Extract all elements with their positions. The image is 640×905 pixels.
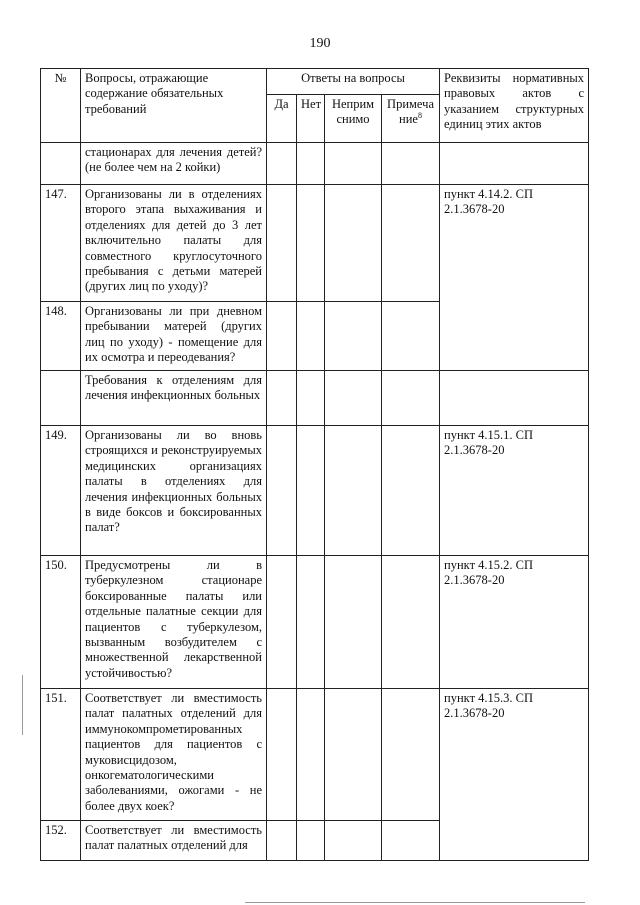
scan-edge-mark bbox=[245, 902, 585, 903]
answer-yes-cell bbox=[267, 185, 297, 302]
row-question: Организованы ли в отделениях второго этапа выхаживания и отделениях для детей до 3 лет включительно палаты для совместного круглосуточного пребывания с детьми матерей (других лиц по уходу)? bbox=[81, 185, 267, 302]
table-row bbox=[41, 426, 589, 556]
row-question: Организованы ли при дневном пребывании матерей (других лиц по уходу) - помещение для их осмотра и переодевания? bbox=[81, 302, 267, 371]
answer-note-cell bbox=[382, 143, 440, 185]
row-question: Соответствует ли вместимость палат палатных отделений для bbox=[81, 821, 267, 861]
answer-yes-cell bbox=[267, 821, 297, 861]
header-number: № bbox=[41, 69, 81, 143]
page-number: 190 bbox=[309, 36, 331, 51]
header-answers-group: Ответы на вопросы bbox=[267, 69, 440, 95]
answer-na-cell bbox=[325, 302, 382, 371]
answer-note-cell bbox=[382, 556, 440, 689]
header-note-label: Примеча ние bbox=[387, 97, 434, 127]
row-question: стационарах для лечения детей? (не более чем на 2 койки) bbox=[81, 143, 267, 185]
row-number bbox=[41, 143, 81, 185]
table-row bbox=[41, 143, 589, 185]
answer-no-cell bbox=[297, 821, 325, 861]
row-question: Организованы ли во вновь строящихся и реконструируемых медицинских организациях палаты в отделениях для лечения инфекционных больных в виде боксов и боксированных палат? bbox=[81, 426, 267, 556]
answer-yes-cell bbox=[267, 556, 297, 689]
answer-no-cell bbox=[297, 185, 325, 302]
answer-na-cell bbox=[325, 143, 382, 185]
answer-yes-cell bbox=[267, 371, 297, 426]
answer-yes-cell bbox=[267, 426, 297, 556]
header-answer-not-applicable: Неприм снимо bbox=[325, 95, 382, 143]
answer-note-cell bbox=[382, 302, 440, 371]
header-requisites: Реквизиты нормативных правовых актов с указанием структурных единиц этих актов bbox=[440, 69, 589, 143]
table-row bbox=[41, 689, 589, 821]
answer-no-cell bbox=[297, 556, 325, 689]
answer-no-cell bbox=[297, 426, 325, 556]
footnote-marker: 8 bbox=[417, 111, 422, 121]
table-row bbox=[41, 556, 589, 689]
answer-note-cell bbox=[382, 821, 440, 861]
row-number: 149. bbox=[41, 426, 81, 556]
table-section-row bbox=[41, 371, 589, 426]
section-heading: Требования к отделениям для лечения инфекционных больных bbox=[81, 371, 267, 426]
header-answer-note bbox=[382, 95, 440, 143]
answer-note-cell bbox=[382, 371, 440, 426]
header-answer-yes: Да bbox=[267, 95, 297, 143]
answer-na-cell bbox=[325, 821, 382, 861]
row-requisites bbox=[440, 143, 589, 185]
answer-na-cell bbox=[325, 556, 382, 689]
answer-note-cell bbox=[382, 185, 440, 302]
table-header-row bbox=[41, 69, 589, 95]
row-requisites: пункт 4.15.2. СП 2.1.3678-20 bbox=[440, 556, 589, 689]
requirements-table bbox=[40, 68, 589, 861]
row-number: 147. bbox=[41, 185, 81, 302]
answer-na-cell bbox=[325, 426, 382, 556]
answer-yes-cell bbox=[267, 143, 297, 185]
row-question: Предусмотрены ли в туберкулезном стационаре боксированные палаты или отдельные палатные секции для пациентов с туберкулезом, вызванным возбудителем с множественной лекарственной устойчивостью? bbox=[81, 556, 267, 689]
table-row bbox=[41, 185, 589, 302]
row-number: 150. bbox=[41, 556, 81, 689]
answer-na-cell bbox=[325, 689, 382, 821]
answer-note-cell bbox=[382, 689, 440, 821]
answer-no-cell bbox=[297, 143, 325, 185]
header-answer-no: Нет bbox=[297, 95, 325, 143]
row-number bbox=[41, 371, 81, 426]
header-questions: Вопросы, отражающие содержание обязательных требований bbox=[81, 69, 267, 143]
row-requisites: пункт 4.15.1. СП 2.1.3678-20 bbox=[440, 426, 589, 556]
row-number: 152. bbox=[41, 821, 81, 861]
scan-edge-mark bbox=[22, 675, 23, 735]
row-requisites: пункт 4.15.3. СП 2.1.3678-20 bbox=[440, 689, 589, 861]
row-number: 148. bbox=[41, 302, 81, 371]
answer-yes-cell bbox=[267, 302, 297, 371]
row-question: Соответствует ли вместимость палат палатных отделений для иммунокомпрометированных пациентов для пациентов с муковисцидозом, онкогематологическими заболеваниями, ожогами - не более двух коек? bbox=[81, 689, 267, 821]
answer-yes-cell bbox=[267, 689, 297, 821]
answer-na-cell bbox=[325, 371, 382, 426]
answer-note-cell bbox=[382, 426, 440, 556]
row-number: 151. bbox=[41, 689, 81, 821]
answer-na-cell bbox=[325, 185, 382, 302]
row-requisites bbox=[440, 371, 589, 426]
answer-no-cell bbox=[297, 371, 325, 426]
answer-no-cell bbox=[297, 689, 325, 821]
answer-no-cell bbox=[297, 302, 325, 371]
row-requisites: пункт 4.14.2. СП 2.1.3678-20 bbox=[440, 185, 589, 371]
